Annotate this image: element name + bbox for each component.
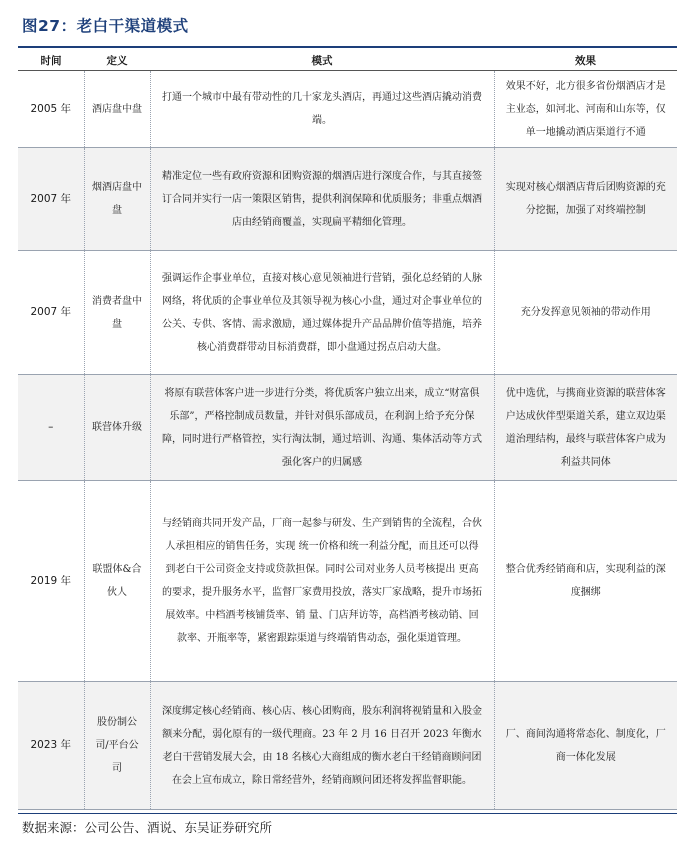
title-rule	[18, 46, 677, 48]
header-time: 时间	[18, 50, 84, 71]
table-row	[18, 375, 677, 481]
cell-definition: 联盟体&合伙人	[84, 481, 150, 682]
cell-definition: 联营体升级	[84, 375, 150, 481]
bottom-rule	[18, 813, 677, 814]
table-row	[18, 148, 677, 251]
cell-effect: 实现对核心烟酒店背后团购资源的充分挖掘，加强了对终端控制	[494, 148, 677, 251]
cell-time: –	[18, 375, 84, 481]
table-row	[18, 481, 677, 682]
cell-effect: 优中选优，与携商业资源的联营体客户达成伙伴型渠道关系，建立双边渠道治理结构，最终与联营体客户成为利益共同体	[494, 375, 677, 481]
cell-definition: 消费者盘中盘	[84, 251, 150, 375]
cell-model: 与经销商共同开发产品，厂商一起参与研发、生产到销售的全流程，合伙人承担相应的销售任务，实现 统一价格和统一利益分配，而且还可以得到老白干公司资金支持或贷款担保。同时公司对业务人员考核提出 更高的要求，提升服务水平，监督厂家费用投放，落实厂家战略，提升市场拓展效率。中档酒考核铺货率、销 量、门店拜访等，高档酒考核动销、回款率、开瓶率等，紧密跟踪渠道与终端销售动态，强化渠道管理。	[150, 481, 494, 682]
header-effect: 效果	[494, 50, 677, 71]
cell-time: 2005 年	[18, 71, 84, 148]
table-header-row	[18, 50, 677, 71]
cell-model: 强调运作企事业单位，直接对核心意见领袖进行营销，强化总经销的人脉网络，将优质的企事业单位及其领导视为核心小盘，通过对企事业单位的公关、专供、客情、需求激励，通过媒体提升产品品牌价值等措施，培养核心消费群带动目标消费群，即小盘通过拐点启动大盘。	[150, 251, 494, 375]
table-row	[18, 251, 677, 375]
cell-definition: 酒店盘中盘	[84, 71, 150, 148]
header-model: 模式	[150, 50, 494, 71]
table-row	[18, 682, 677, 810]
channel-mode-table	[18, 50, 677, 810]
cell-model: 精准定位一些有政府资源和团购资源的烟酒店进行深度合作，与其直接签订合同并实行一店一策限区销售，提供利润保障和优质服务；非重点烟酒店由经销商覆盖，实现扁平精细化管理。	[150, 148, 494, 251]
cell-model: 深度绑定核心经销商、核心店、核心团购商，股东利润将视销量和入股金额来分配，弱化原有的一级代理商。23 年 2 月 16 日召开 2023 年衡水老白干营销发展大会，由 18 名核心大商组成的衡水老白干经销商顾问团在会上宣布成立，除日常经营外，经销商顾问团还将发挥监督职能。	[150, 682, 494, 810]
table-row	[18, 71, 677, 148]
cell-model: 打通一个城市中最有带动性的几十家龙头酒店，再通过这些酒店撬动消费端。	[150, 71, 494, 148]
cell-time: 2007 年	[18, 251, 84, 375]
data-source: 数据来源：公司公告、酒说、东吴证券研究所	[22, 820, 273, 835]
cell-effect: 厂、商间沟通将常态化、制度化，厂商一体化发展	[494, 682, 677, 810]
cell-time: 2019 年	[18, 481, 84, 682]
cell-definition: 烟酒店盘中盘	[84, 148, 150, 251]
cell-effect: 效果不好，北方很多省份烟酒店才是主业态，如河北、河南和山东等，仅单一地撬动酒店渠道行不通	[494, 71, 677, 148]
cell-time: 2007 年	[18, 148, 84, 251]
cell-time: 2023 年	[18, 682, 84, 810]
figure-title: 图27：老白干渠道模式	[22, 17, 189, 35]
cell-effect: 充分发挥意见领袖的带动作用	[494, 251, 677, 375]
header-definition: 定义	[84, 50, 150, 71]
cell-effect: 整合优秀经销商和店，实现利益的深度捆绑	[494, 481, 677, 682]
cell-model: 将原有联营体客户进一步进行分类，将优质客户独立出来，成立“财富俱乐部”，严格控制成员数量，并针对俱乐部成员，在利润上给予充分保障，同时进行严格管控，实行淘汰制，通过培训、沟通、集体活动等方式强化客户的归属感	[150, 375, 494, 481]
cell-definition: 股份制公司/平台公司	[84, 682, 150, 810]
